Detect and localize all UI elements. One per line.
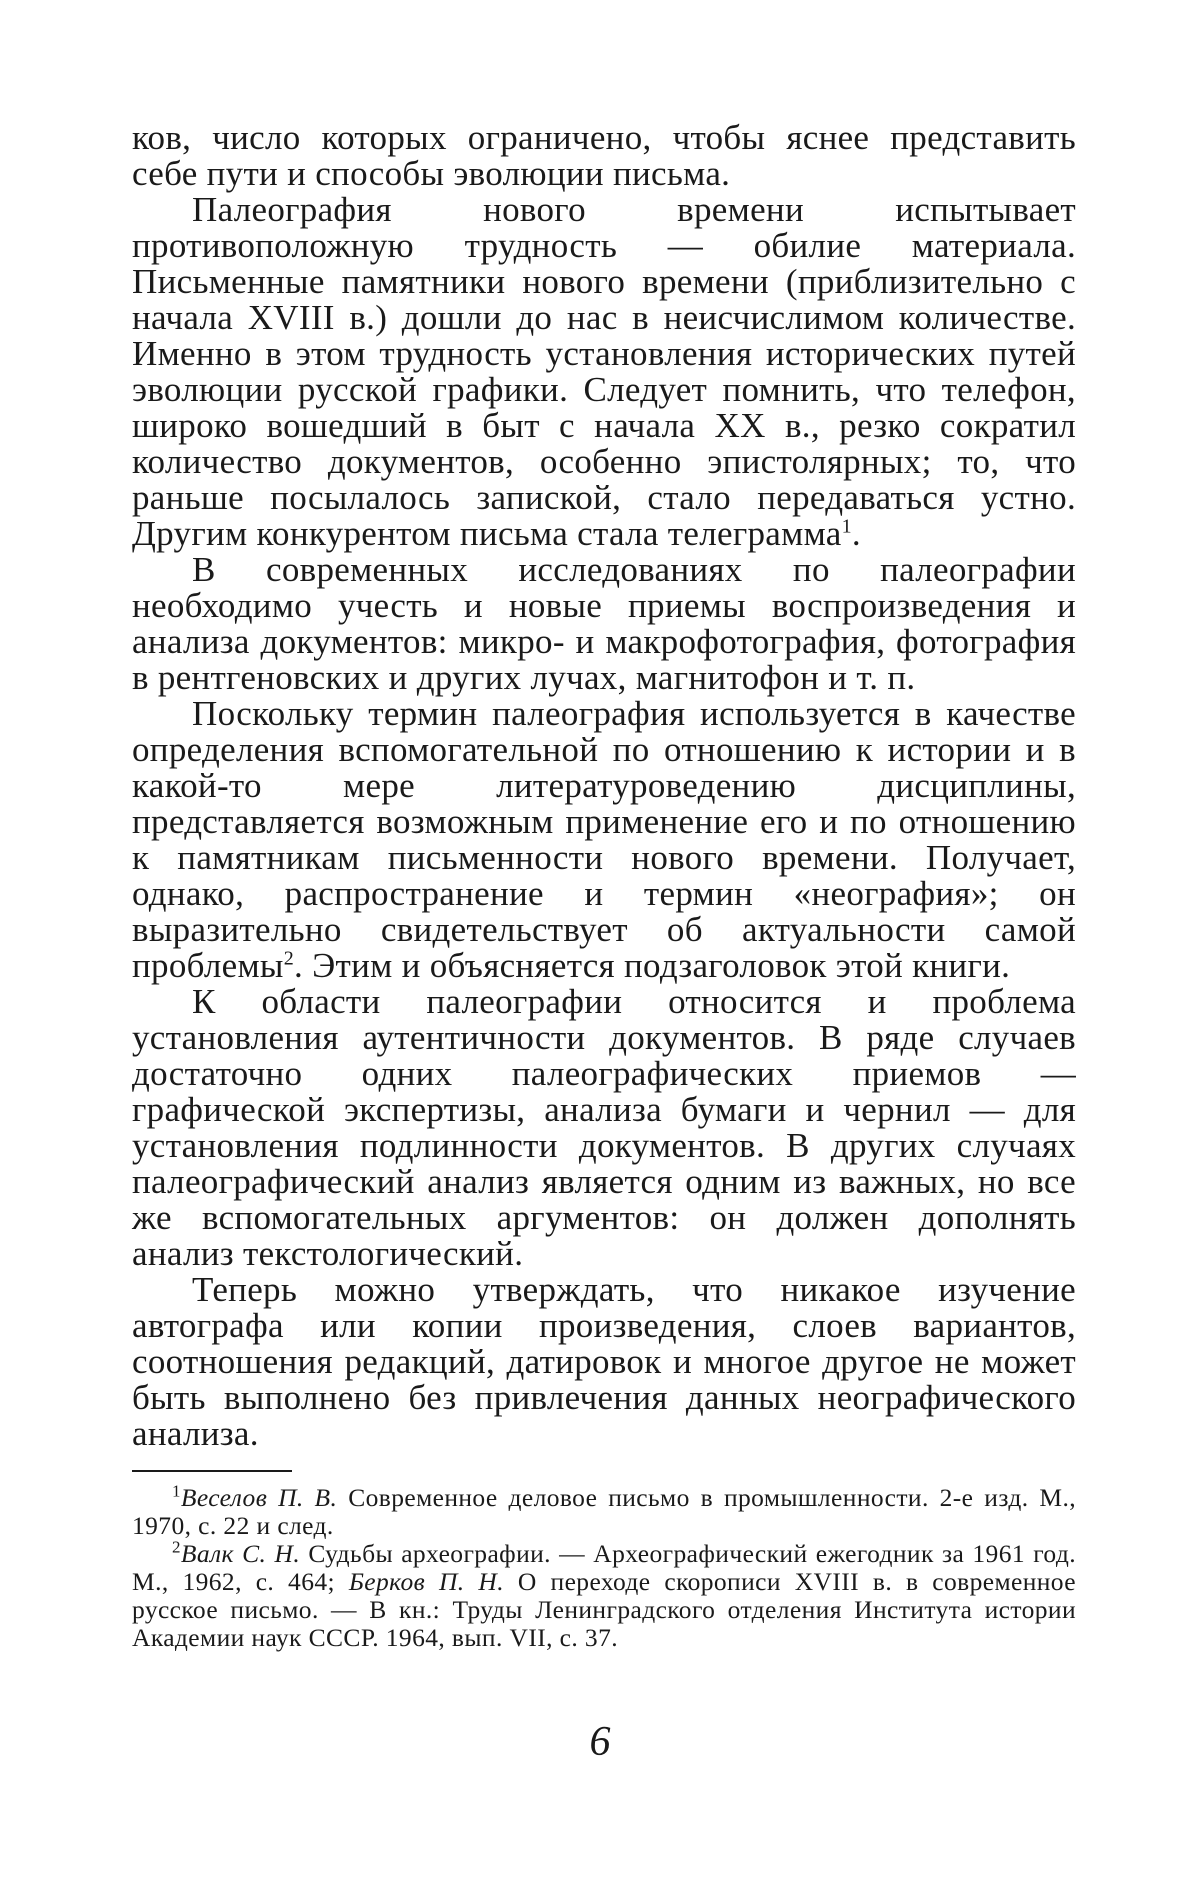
paragraph-text: ков, число которых ограничено, чтобы яснее представить себе пути и способы эволюции письма.: [132, 118, 1076, 193]
footnote-mark: 1: [172, 1481, 181, 1501]
paragraph-text: Теперь можно утверждать, что никакое изучение автографа или копии произведения, слоев вариантов, соотношения редакций, датировок и многое другое не может быть выполнено без привлечения данных неографического анализа.: [132, 1270, 1076, 1453]
paragraph-conclusion: [132, 1272, 1076, 1452]
footnote-2: [132, 1537, 1076, 1652]
paragraph-text: В современных исследованиях по палеографии необходимо учесть и новые приемы воспроизведения и анализа документов: микро- и макрофотография, фотография в рентгеновских и других лучах, магнитофон и т. п.: [132, 550, 1076, 697]
paragraph-authenticity: [132, 984, 1076, 1272]
footnotes: [132, 1481, 1076, 1652]
main-text: [132, 120, 1076, 1452]
paragraph-term-paleography: [132, 696, 1076, 984]
footnote-author: Веселов П. В.: [180, 1483, 338, 1512]
paragraph-new-time-paleography: [132, 192, 1076, 552]
footnote-author: Валк С. Н.: [180, 1539, 301, 1568]
footnote-reference: 2: [283, 947, 295, 970]
footnote-reference: 1: [841, 515, 852, 538]
paragraph-continuation: [132, 120, 1076, 192]
footnote-1: [132, 1481, 1076, 1540]
footnote-author-second: Берков П. Н.: [348, 1567, 505, 1596]
paragraph-text: Поскольку термин палеография используется в качестве определения вспомогательной по отношению к истории и в какой-то мере литературоведению дисциплины, представляется возможным применение его и по отношению к памятникам письменности нового времени. Получает, однако, распространение и термин «неография»; он выразительно свидетельствует об актуальности самой проблемы: [132, 694, 1076, 985]
paragraph-text: Палеография нового времени испытывает противоположную трудность — обилие материала. Письменные памятники нового времени (приблизительно с начала XVIII в.) дошли до нас в неисчислимом количестве. Именно в этом трудность установления исторических путей эволюции русской графики. Следует помнить, что телефон, широко вошедший в быт с начала XX в., резко сократил количество документов, особенно эпистолярных; то, что раньше посылалось запиской, стало передаваться устно. Другим конкурентом письма стала телеграмма: [132, 190, 1076, 553]
paragraph-text: К области палеографии относится и проблема установления аутентичности документов. В ряде случаев достаточно одних палеографических приемов — графической экспертизы, анализа бумаги и чернил — для установления подлинности документов. В других случаях палеографический анализ является одним из важных, но все же вспомогательных аргументов: он должен дополнять анализ текстологический.: [132, 982, 1076, 1273]
paragraph-tail: . Этим и объясняется подзаголовок этой книги.: [294, 946, 1011, 985]
paragraph-modern-research: [132, 552, 1076, 696]
page-number: 6: [589, 1719, 611, 1765]
footnote-text: Судьбы археографии. — Археографический ежегодник за 1961 год. М., 1962, с. 464;: [132, 1539, 1076, 1596]
paragraph-tail: .: [851, 514, 861, 553]
footnote-text-second: О переходе скорописи XVIII в. в современное русское письмо. — В кн.: Труды Ленинградского отделения Института истории Академии наук СССР. 1964, вып. VII, с. 37.: [132, 1567, 1076, 1652]
footnote-mark: 2: [172, 1537, 181, 1557]
footnote-divider: [132, 1470, 292, 1472]
footnote-text: Современное деловое письмо в промышленности. 2-е изд. М., 1970, с. 22 и след.: [132, 1483, 1076, 1540]
